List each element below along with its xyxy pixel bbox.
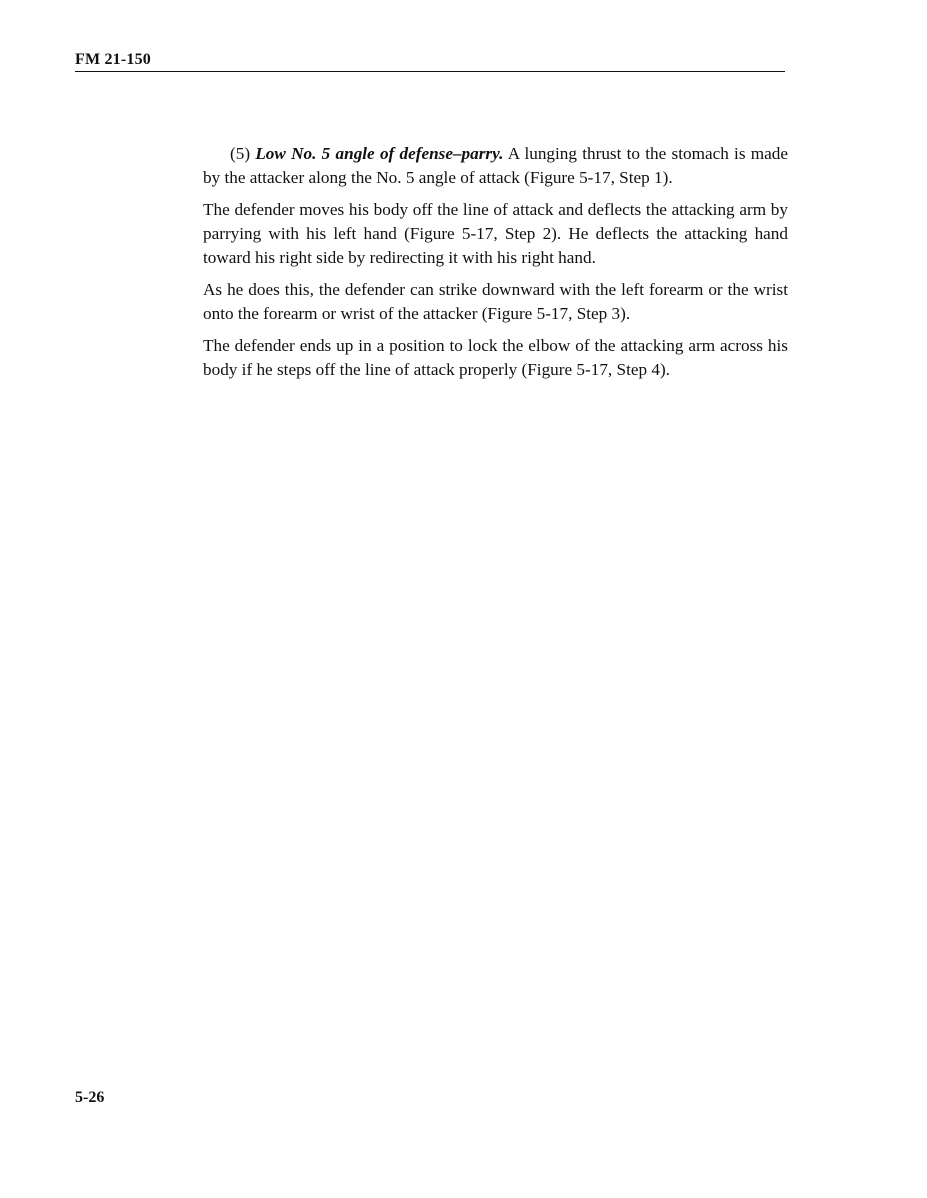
page-header <box>75 49 785 72</box>
paragraph-subhead: Low No. 5 angle of defense–parry. <box>255 144 504 163</box>
paragraph-strike: As he does this, the defender can strike downward with the left forearm or the wrist onto the forearm or wrist of the attacker (Figure 5-17, Step 3). <box>203 280 788 323</box>
paragraph-number: (5) <box>230 144 251 163</box>
page-number: 5-26 <box>75 1089 105 1106</box>
paragraph-low-no5-defense <box>203 142 788 190</box>
paragraph-elbow-lock: The defender ends up in a position to lock the elbow of the attacking arm across his body if he steps off the line of attack properly (Figure 5-17, Step 4). <box>203 336 788 379</box>
paragraph-parry: The defender moves his body off the line of attack and deflects the attacking arm by parrying with his left hand (Figure 5-17, Step 2). He deflects the attacking hand toward his right side by redirecting it with his right hand. <box>203 200 788 267</box>
manual-id: FM 21-150 <box>75 51 152 68</box>
paragraph-text: A lunging thrust to the stomach is made by the attacker along the No. 5 angle of attack (Figure 5-17, Step 1). <box>203 144 788 187</box>
body-text <box>203 142 788 390</box>
